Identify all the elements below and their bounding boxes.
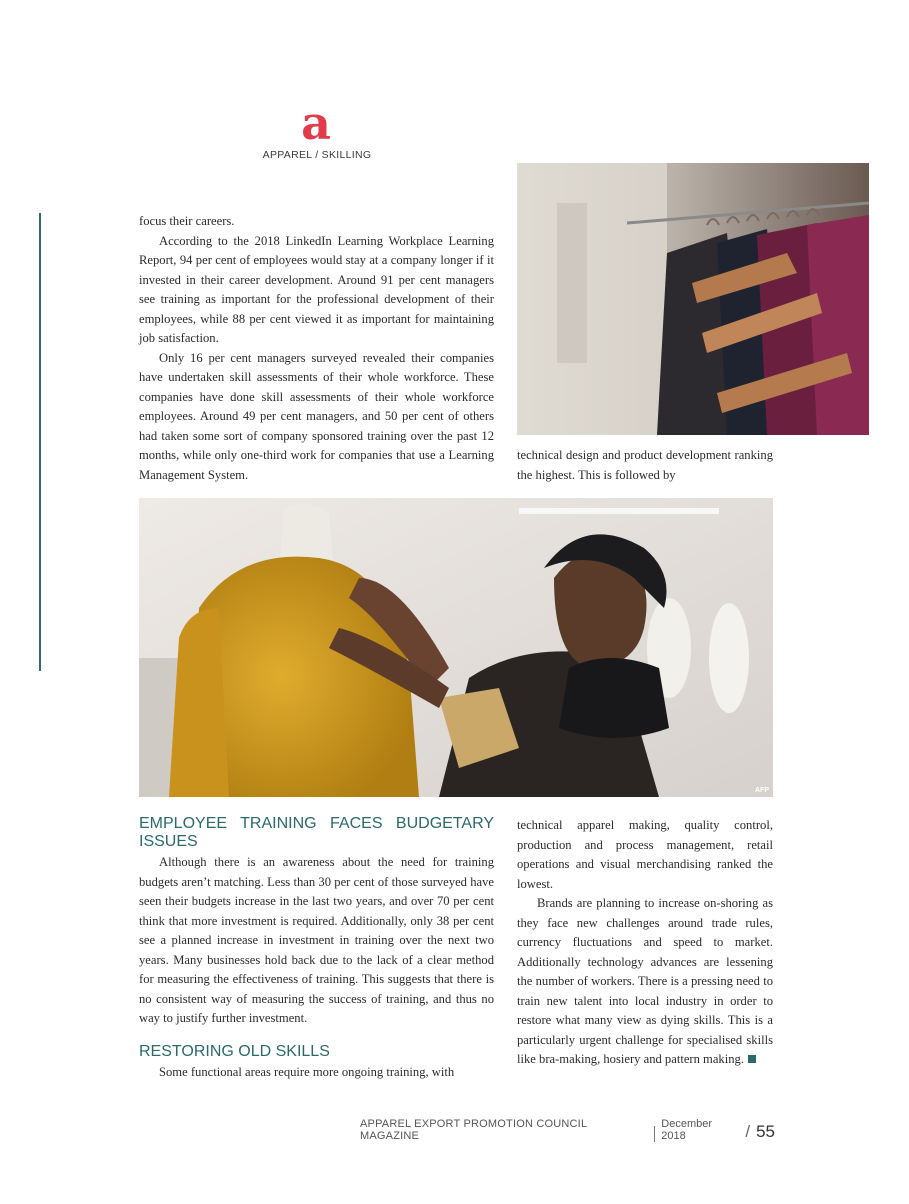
section-heading-budget: EMPLOYEE TRAINING FACES BUDGETARY ISSUES — [139, 815, 494, 850]
clothes-rack-photo — [517, 163, 869, 435]
paragraph: Some functional areas require more ongoing training, with — [159, 1064, 455, 1079]
footer-divider — [654, 1126, 655, 1142]
footer-slash: / — [745, 1122, 751, 1141]
paragraph: focus their careers. — [139, 214, 235, 228]
section-heading-restoring: RESTORING OLD SKILLS — [139, 1042, 330, 1060]
article-column-top-left — [139, 212, 494, 485]
footer-magazine-name: APPAREL EXPORT PROMOTION COUNCIL MAGAZINE — [360, 1118, 587, 1142]
margin-rule — [39, 213, 41, 671]
paragraph-final — [517, 894, 773, 1070]
photo-credit: AFP — [755, 787, 769, 794]
section-label: APPAREL / SKILLING — [262, 149, 372, 161]
magazine-logo: a — [301, 96, 331, 150]
page-number: 55 — [756, 1122, 775, 1141]
designer-dress-form-photo — [139, 498, 773, 797]
paragraph: Only 16 per cent managers surveyed revealed their companies have undertaken skill assessments of their whole workforce. These companies have done skill assessments of their whole workforce employees. Around 49 per cent managers, and 50 per cent of others had taken some sort of company sponsored training over the past 12 months, while only one-third work for companies that use a Learning Management System. — [139, 350, 494, 482]
article-column-bottom-left — [139, 815, 494, 1082]
paragraph: Although there is an awareness about the need for training budgets aren’t matching. Less than 30 per cent of those surveyed have seen their budgets increase in the last two years, and over 70 per cent think that more investment is required. Additionally, only 38 per cent see a planned increase in investment in training over the next two years. Many businesses hold back due to the lack of a clear method for measuring the effectiveness of training. This suggests that there is no consistent way of measuring the success of training, and thus no way to justify further investment. — [139, 855, 494, 1025]
paragraph: technical apparel making, quality control, production and process management, retail operations and visual merchandising ranked the lowest. — [517, 818, 773, 891]
end-of-article-icon — [748, 1055, 756, 1063]
footer-date: December 2018 — [661, 1118, 713, 1142]
paragraph: According to the 2018 LinkedIn Learning Workplace Learning Report, 94 per cent of employees would stay at a company longer if it invested in their career development. Around 91 per cent managers see training as important for the professional development of their employees, while 88 per cent viewed it as important for maintaining job satisfaction. — [139, 233, 494, 345]
paragraph-text: Brands are planning to increase on-shoring as they face new challenges around trade rules, currency fluctuations and speed to market. Additionally technology advances are lessening the number of workers. There is a pressing need to train new talent into local industry in order to restore what many view as dying skills. This is a particularly urgent challenge for specialised skills like bra-making, hosiery and pattern making. — [517, 896, 773, 1066]
page-footer — [360, 1120, 775, 1142]
article-column-top-right — [517, 446, 773, 485]
article-column-bottom-right — [517, 816, 773, 1070]
paragraph: technical design and product development ranking the highest. This is followed by — [517, 448, 773, 482]
